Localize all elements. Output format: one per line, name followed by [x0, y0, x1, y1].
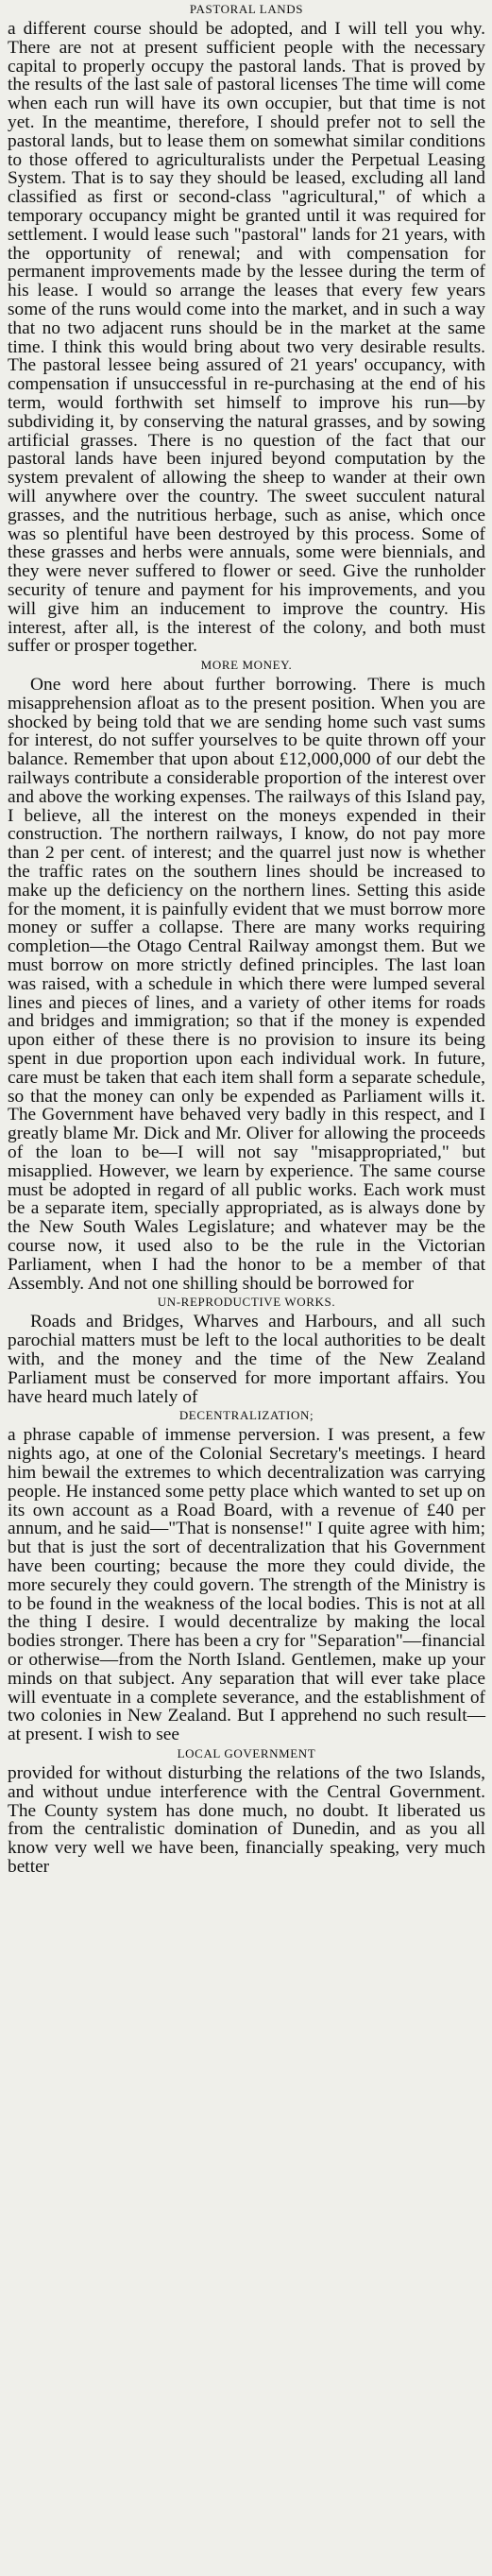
- paragraph-local-government: provided for without disturbing the relations of the two Islands, and without undue interference with the Central Government. The County system has done much, no doubt. It liberated us from the centralistic domination of Dunedin, and as you all know very well we have been, financially speaking, very much better: [8, 1762, 485, 1877]
- section-heading-unreproductive-works: UN-REPRODUCTIVE WORKS.: [157, 1295, 336, 1310]
- section-heading-decentralization: DECENTRALIZATION;: [178, 1408, 314, 1423]
- section-heading-pastoral-lands: PASTORAL LANDS: [189, 2, 304, 16]
- section-heading-local-government: LOCAL GOVERNMENT: [177, 1745, 316, 1760]
- paragraph-more-money: One word here about further borrowing. There is much misapprehension afloat as to the present position. When you are shocked by being told that we are sending home such vast sums for interest, do not suffer yourselves to be quite thrown off your balance. Remember that upon about £12,000,000 of our debt the railways contribute a considerable proportion of the interest over and above the working expenses. The railways of this Island pay, I believe, all the interest on the moneys expended in their construction. The northern railways, I know, do not pay more than 2 per cent. of interest; and the quarrel just now is whether the traffic rates on the southern lines should be increased to make up the deficiency on the northern lines. Setting this aside for the moment, it is painfully evident that we must borrow more money or suffer a collapse. There are many works requiring completion—the Otago Central Railway amongst them. But we must borrow on more strictly defined principles. The last loan was raised, with a schedule in which there were lumped several lines and pieces of lines, and a variety of other items for roads and bridges and immigration; so that if the money is expended upon either of these there is no provision to insure its being spent in due proportion upon each individual work. In future, care must be taken that each item shall form a separate schedule, so that the money can only be expended as Parliament wills it. The Government have behaved very badly in this respect, and I greatly blame Mr. Dick and Mr. Oliver for allowing the proceeds of the loan to be—I will not say "misappropriated," but misapplied. However, we learn by experience. The same course must be adopted in regard of all public works. Each work must be a separate item, specially appropriated, as is always done by the New South Wales Legislature; and whatever may be the course now, it used also to be the rule in the Victorian Parliament, when I had the honor to be a member of that Assembly. And not one shilling should be borrowed for: [8, 675, 485, 1294]
- paragraph-unreproductive-works: Roads and Bridges, Wharves and Harbours, and all such parochial matters must be left to the local authorities to be dealt with, and the money and the time of the New Zealand Parliament must be conserved for more important affairs. You have heard much lately of: [8, 1312, 485, 1407]
- paragraph-pastoral-lands: a different course should be adopted, and I will tell you why. There are not at present sufficient people with the necessary capital to properly occupy the pastoral lands. That is proved by the results of the last sale of pastoral licenses The time will come when each run will have its own occupier, but that time is not yet. In the meantime, therefore, I should prefer not to sell the pastoral lands, but to lease them on somewhat similar conditions to those offered to agriculturalists under the Perpetual Leasing System. That is to say they should be leased, excluding all land classified as first or second-class "agricultural," of which a temporary occupancy might be granted until it was required for settlement. I would lease such "pastoral" lands for 21 years, with the opportunity of renewal; and with compensation for permanent improvements made by the lessee during the term of his lease. I would so arrange the leases that every few years some of the runs would come into the market, and in such a way that no two adjacent runs should be in the market at the same time. I think this would bring about two very desirable results. The pastoral lessee being assured of 21 years' occupancy, with compensation if unsuccessful in re-purchasing at the end of his term, would forthwith set himself to improve his run—by subdividing it, by conserving the natural grasses, and by sowing artificial grasses. There is no question of the fact that our pastoral lands have been injured beyond computation by the system prevalent of allowing the sheep to wander at their own will anywhere over the country. The sweet succulent natural grasses, and the nutritious herbage, such as anise, which once was so plentiful have been destroyed by this process. Some of these grasses and herbs were annuals, some were biennials, and they were never suffered to flower or seed. Give the runholder security of tenure and payment for his improvements, and you will give him an inducement to improve the country. His interest, after all, is the interest of the colony, and both must suffer or prosper together.: [8, 19, 485, 657]
- section-heading-more-money: MORE MONEY.: [200, 658, 293, 673]
- paragraph-decentralization: a phrase capable of immense perversion. I was present, a few nights ago, at one of the Colonial Secretary's meetings. I heard him bewail the extremes to which decentralization was carrying people. He instanced some petty place which wanted to set up on its own account as a Road Board, with a revenue of £40 per annum, and he said—"That is nonsense!" I quite agree with him; but that is just the sort of decentralization that his Government have been courting; because the more they could divide, the more securely they could govern. The strength of the Ministry is to be found in the weakness of the local bodies. This is not at all the thing I desire. I would decentralize by making the local bodies stronger. There has been a cry for "Separation"—financial or otherwise—from the North Island. Gentlemen, make up your minds on that subject. Any separation that will ever take place will eventuate in a complete severance, and the establishment of two colonies in New Zealand. But I apprehend no such result—at present. I wish to see: [8, 1425, 485, 1745]
